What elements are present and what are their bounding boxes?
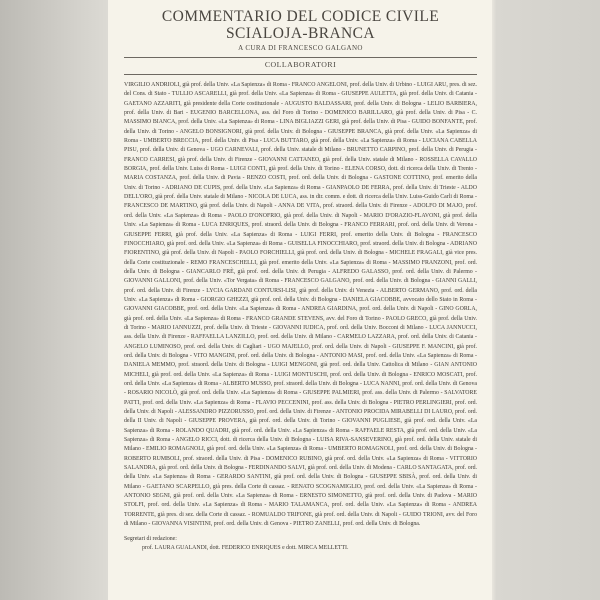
book-spine-shadow bbox=[0, 0, 108, 600]
divider-rule bbox=[124, 74, 477, 75]
page-subtitle: A CURA DI FRANCESCO GALGANO bbox=[238, 44, 363, 52]
page-title-line-1: COMMENTARIO DEL CODICE CIVILE bbox=[161, 8, 440, 25]
book-right-edge bbox=[492, 0, 600, 600]
collaborators-list: VIRGILIO ANDRIOLI, già prof. della Univ. «La Sapienza» di Roma - FRANCO ANGELONI, prof. della Univ. di Urbino - LUIGI ARU, pres. di sez. del Cons. di Stato - TULLIO ASCARELLI, già prof. della Univ. «La Sapienza» di Roma - GIUSEPPE AULETTA, già prof. della Univ. di Catania - GAETANO AZZARITI, già presidente della Corte costituzionale - AUGUSTO BALDASSARI, prof. della Univ. di Bologna - LELIO BARBIERA, prof. della Univ. di Bari - EUGENIO BARCELLONA, ass. del Foro di Torino - DOMENICO BARILLARO, già prof. della Univ. di Pisa - C. MASSIMO BIANCA, prof. della Univ. «La Sapienza» di Roma - LINA BIGLIAZZI GERI, già prof. della Univ. di Pisa - GUIDO BONFANTE, prof. della Univ. di Torino - ANGELO BONSIGNORI, già prof. della Univ. di Bologna - GIUSEPPE BRANCA, già prof. della Univ. «La Sapienza» di Roma - UMBERTO BRECCIA, prof. della Univ. di Pisa - LUCA BUTTARO, già prof. della Univ. «La Sapienza» di Roma - LUCIANA CABELLA PISU, prof. della Univ. di Genova - UGO CARNEVALI, prof. della Univ. statale di Milano - BRUNETTO CARPINO, prof. della Univ. di Perugia - FRANCO CARRESI, già prof. della Univ. di Firenze - GIOVANNI CATTANEO, già prof. della Univ. statale di Milano - ROSSELLA CAVALLO BORGIA, prof. della Univ. Luiss di Roma - LUIGI CONTI, già prof. della Univ. di Torino - ELENA CORSO, dott. di ricerca della Univ. di Trento - MARIA COSTANZA, prof. della Univ. di Pavia - RENZO COSTI, prof. ord. della Univ. di Bologna - GASTONE COTTINO, prof. emerito della Univ. di Torino - ADRIANO DE CUPIS, prof. della Univ. «La Sapienza» di Roma - GIANPAOLO DE FERRA, prof. della Univ. di Trieste - ALDO DELL'ORO, già prof. della Univ. statale di Milano - NICOLA DE LUCA, ass. in dir. comm. e dott. di ricerca della Univ. Luiss-Guido Carli di Roma - FRANCESCO DE MARTINO, già prof. della Univ. di Napoli - ANNA DE VITA, prof. straord. della Univ. di Firenze - ADOLFO DI MAJO, prof. ord. della Univ. «La Sapienza» di Roma - PAOLO D'ONOFRIO, già prof. della Univ. di Napoli - MARIO D'ORAZIO-FLAVONI, già prof. della Univ. «La Sapienza» di Roma - LUCA ENRIQUES, prof. straord. della Univ. di Bologna - FRANCO FERRARI, prof. ord. della Univ. di Verona - GIUSEPPE FERRI, già prof. della Univ. «La Sapienza» di Roma - LUIGI FERRI, prof. emerito della Univ. di Bologna - FRANCESCO FINOCCHIARO, già prof. ord. della Univ. «La Sapienza» di Roma - GUISELLA FINOCCHIARO, prof. straord. della Univ. di Bologna - ADRIANO FIORENTINO, già prof. della Univ. di Napoli - PAOLO FORCHIELLI, già prof. ord. della Univ. di Bologna - MICHELE FRAGALI, già vice pres. della Corte costituzionale - REMO FRANCESCHELLI, già prof. emerito della Univ. «La Sapienza» di Roma - MASSIMO FRANZONI, prof. ord. della Univ. di Bologna - GIANCARLO FRÈ, già prof. ord. della Univ. di Perugia - ALFREDO GALASSO, prof. ord. della Univ. di Palermo - GIOVANNI GALLONI, prof. della Univ. «Tor Vergata» di Roma - FRANCESCO GALGANO, prof. ord. della Univ. di Bologna - GIANNI GALLI, prof. ord. della Univ. di Firenze - LYCIA GARDANI CONTURSI-LISI, già prof. della Univ. di Venezia - ALBERTO GERMANO, prof. ord. della Univ. «La Sapienza» di Roma - GIORGIO GHEZZI, già prof. ord. della Univ. di Bologna - DANIELA GIACOBBE, avvocato dello Stato in Roma - GIOVANNI GIACOBBE, prof. ord. della Univ. «La Sapienza» di Roma - ANDREA GIARDINA, prof. ord. della Univ. di Napoli - GINO GORLA, già prof. ord. della Univ. «La Sapienza» di Roma - FRANCO GRANDE STEVENS, avv. del Foro di Torino - PAOLO GRECO, già prof. della Univ. di Torino - MARIO IANNUZZI, prof. della Univ. di Trieste - GIOVANNI IUDICA, prof. ord. della Univ. Bocconi di Milano - LUCA JANNUCCI, ass. della Univ. di Firenze - RAFFAELLA LANZILLO, prof. ord. della Univ. di Milano - CARMELO LAZZARA, prof. ord. della Univ. di Catania - ANGELO LUMINOSO, prof. ord. della Univ. di Cagliari - UGO MAJELLO, prof. ord. della Univ. di Napoli - GIUSEPPE F. MANCINI, già prof. ord. della Univ. di Bologna - VITO MANGINI, prof. ord. della Univ. di Bologna - ANTONIO MASI, prof. ord. della Univ. «La Sapienza» di Roma - DANIELA MEMMO, prof. straord. della Univ. di Bologna - LUIGI MENGONI, già prof. ord. della Univ. Cattolica di Milano - GIAN ANTONIO MICHELI, già prof. ord. della Univ. «La Sapienza» di Roma - LUIGI MONTUSCHI, prof. ord. della Univ. di Bologna - ENRICO MOSCATI, prof. ord. della Univ. «La Sapienza» di Roma - ALBERTO MUSSO, prof. straord. della Univ. di Bologna - LUCA NANNI, prof. ord. della Univ. di Genova - ROSARIO NICOLÒ, già prof. ord. della Univ. «La Sapienza» di Roma - GIUSEPPE PALMIERI, prof. ass. della Univ. di Palermo - SALVATORE PATTI, prof. ord. della Univ. «La Sapienza» di Roma - FLAVIO PECCENINI, prof. ass. della Univ. di Bologna - PIETRO PERLINGIERI, prof. ord. della Univ. di Napoli - ALESSANDRO PIZZORUSSO, prof. ord. della Univ. di Firenze - ANTONIO PROCIDA MIRABELLI DI LAURO, prof. ord. della II Univ. di Napoli - GIUSEPPE PROVERA, già prof. ord. della Univ. di Torino - GIOVANNI PUGLIESE, già prof. ord. della Univ. «La Sapienza» di Roma - ROLANDO QUADRI, già prof. ord. della Univ. «La Sapienza» di Roma - RAFFAELE RESTA, già prof. ord. della Univ. «La Sapienza» di Roma - ANGELO RICCI, dott. di ricerca della Univ. di Bologna - LUISA RIVA-SANSEVERINO, già prof. ord. della Univ. statale di Milano - EMILIO ROMAGNOLI, già prof. ord. della Univ. «La Sapienza» di Roma - UMBERTO ROMAGNOLI, prof. ord. della Univ. di Bologna - ROBERTO RUMBOLI, prof. straord. della Univ. di Pisa - DOMENICO RUBINO, già prof. ord. della Univ. «La Sapienza» di Roma - VITTORIO SALANDRA, già prof. ord. della Univ. di Bologna - FERDINANDO SALVI, già prof. ord. della Univ. di Modena - CARLO SANTAGATA, prof. ord. della Univ. «La Sapienza» di Roma - GERARDO SANTINI, già prof. ord. della Univ. di Bologna - GIUSEPPE SBISÀ, prof. ord. della Univ. di Milano - GAETANO SCARPELLO, già pres. della Corte di cassaz. - RENATO SCOGNAMIGLIO, prof. ord. della Univ. «La Sapienza» di Roma - ANTONIO SEGNI, già prof. ord. della Univ. «La Sapienza» di Roma - ERNESTO SIMONETTO, già prof. ord. della Univ. di Padova - MARIO STOLFI, prof. ord. della Univ. «La Sapienza» di Roma - MARIO TALAMANCA, prof. ord. della Univ. «La Sapienza» di Roma - ANDREA TORRENTE, già pres. di sez. della Corte di cassaz. - ROMUALDO TRIFONE, già prof. ord. della Univ. di Napoli - GUIDO TRIONI, avv. del Foro di Milano - GIOVANNA VISINTINI, prof. ord. della Univ. di Genova - PIETRO ZANELLI, prof. ord. della Univ. di Bologna. bbox=[124, 82, 477, 528]
editorial-secretaries-names: prof. LAURA GUALANDI, dott. FEDERICO ENRIQUES e dott. MIRCA MELLETTI. bbox=[142, 544, 349, 551]
divider-rule bbox=[124, 57, 477, 58]
book-page bbox=[108, 0, 492, 600]
section-heading: COLLABORATORI bbox=[264, 60, 337, 69]
editorial-secretaries-label: Segretari di redazione: bbox=[124, 535, 177, 542]
page-title-line-2: SCIALOJA-BRANCA bbox=[226, 25, 375, 42]
